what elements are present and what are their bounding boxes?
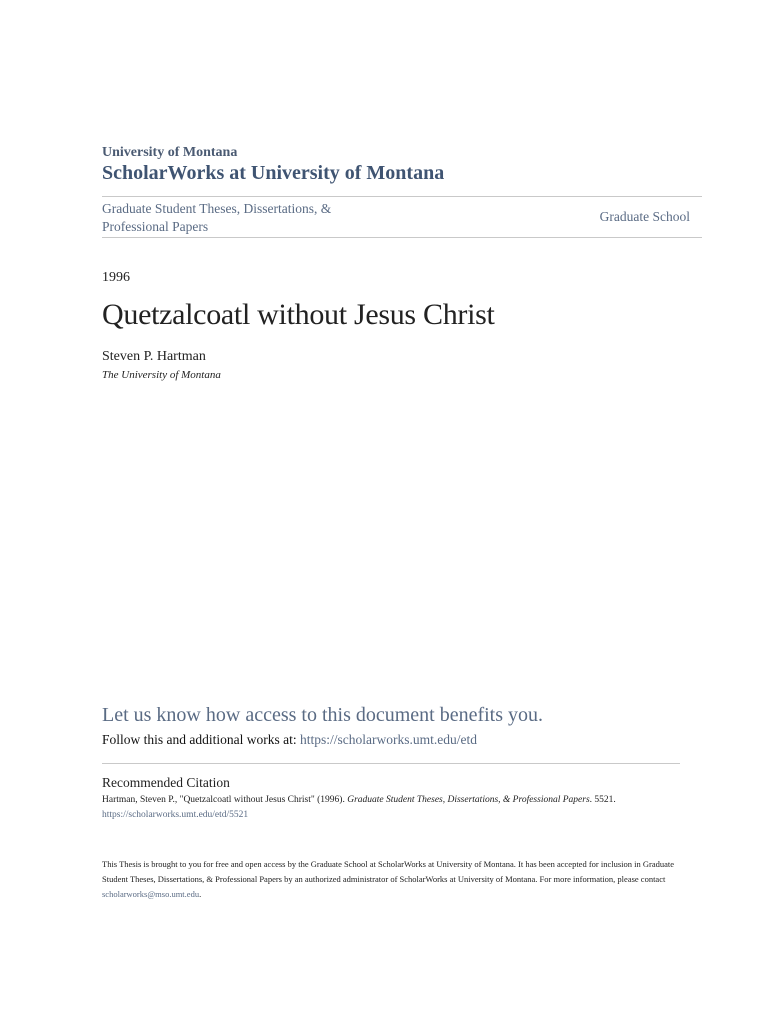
document-title: Quetzalcoatl without Jesus Christ: [102, 298, 495, 331]
author-name[interactable]: Steven P. Hartman: [102, 349, 206, 364]
citation-heading: Recommended Citation: [102, 775, 230, 790]
author-affiliation: The University of Montana: [102, 369, 221, 381]
follow-line: [102, 732, 477, 748]
citation-url-link[interactable]: https://scholarworks.umt.edu/etd/5521: [102, 810, 249, 820]
contact-email-link[interactable]: scholarworks@mso.umt.edu: [102, 889, 200, 899]
citation-series: Graduate Student Theses, Dissertations, & Professional Papers: [347, 795, 590, 805]
publication-year: 1996: [102, 270, 130, 285]
citation-plain: Hartman, Steven P., "Quetzalcoatl without Jesus Christ" (1996).: [102, 795, 345, 805]
notice-text: This Thesis is brought to you for free and open access by the Graduate School at ScholarWorks at University of Montana. It has been accepted for inclusion in Graduate Student Theses, Dissertations, & Professional Papers by an authorized administrator of ScholarWorks at University of Montana. For more information, please contact: [102, 859, 675, 884]
collection-bar: [102, 196, 702, 238]
divider: [102, 763, 680, 764]
access-notice: [102, 857, 682, 902]
citation-text: [102, 795, 616, 805]
repository-name[interactable]: ScholarWorks at University of Montana: [102, 162, 445, 184]
university-name: University of Montana: [102, 145, 238, 160]
school-link[interactable]: Graduate School: [599, 209, 690, 224]
feedback-link[interactable]: Let us know how access to this document benefits you.: [102, 704, 544, 726]
follow-url-link[interactable]: https://scholarworks.umt.edu/etd: [300, 732, 477, 747]
collection-link[interactable]: Graduate Student Theses, Dissertations, & Professional Papers: [102, 201, 332, 234]
notice-end: .: [199, 889, 202, 899]
citation-number: . 5521.: [589, 795, 616, 805]
follow-prefix: Follow this and additional works at:: [102, 732, 297, 747]
